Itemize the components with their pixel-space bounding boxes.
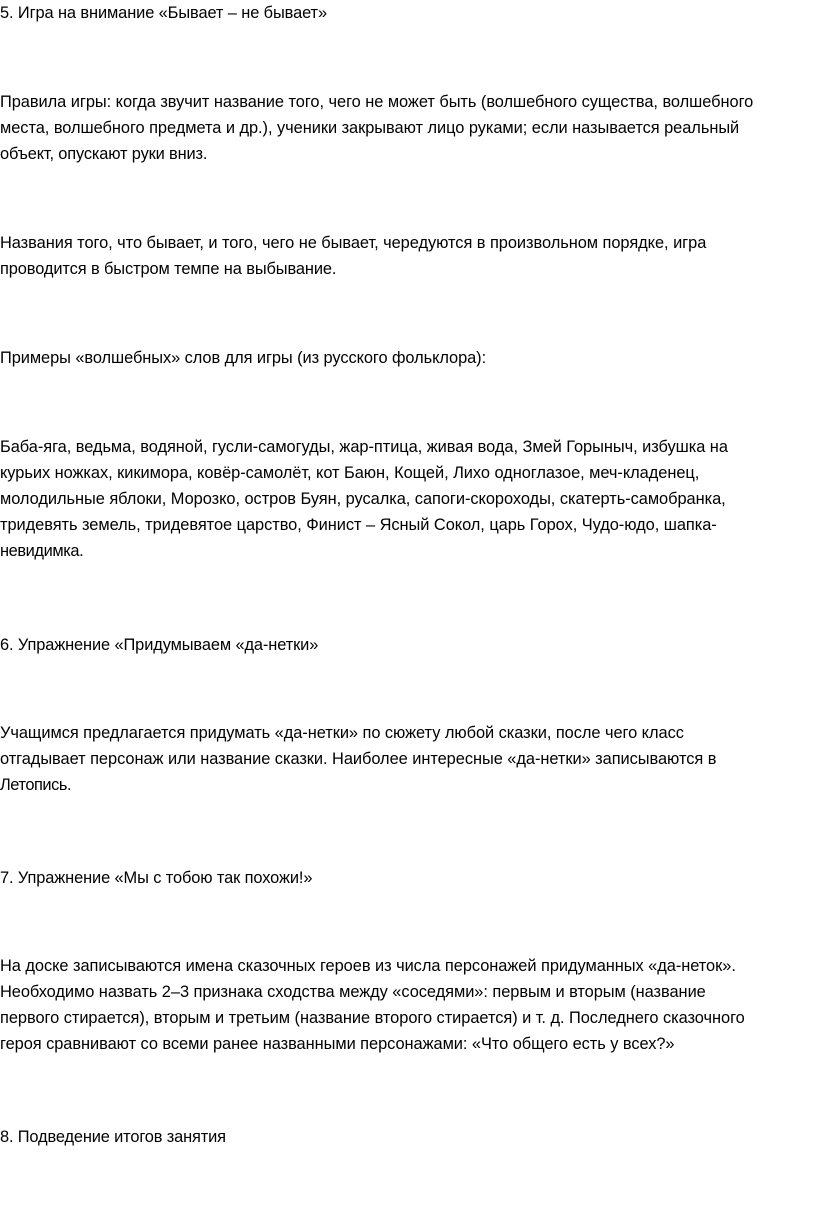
text-line: первого стирается), вторым и третьим (название второго стирается) и т. д. Последнего сказочного [0,1009,745,1027]
text-line: Примеры «волшебных» слов для игры (из русского фольклора): [0,349,487,367]
text-line: объект, опускают руки вниз. [0,145,208,163]
heading-exercise-7 [0,865,816,891]
text-line: курьих ножках, кикимора, ковёр-самолёт, кот Баюн, Кощей, Лихо одноглазое, меч-кладенец, [0,464,700,482]
text-line: героя сравнивают со всеми ранее названными персонажами: «Что общего есть у всех?» [0,1035,675,1053]
paragraph-examples-intro [0,345,816,371]
heading-game-5 [0,0,816,26]
text-line: 6. Упражнение «Придумываем «да-нетки» [0,636,319,654]
text-line: молодильные яблоки, Морозко, остров Буян, русалка, сапоги-скороходы, скатерть-самобранка, [0,490,726,508]
text-line: отгадывает персонаж или название сказки. Наиболее интересные «да-нетки» записываются в [0,750,717,768]
text-line: проводится в быстром темпе на выбывание. [0,260,337,278]
paragraph-alternation [0,230,816,282]
text-line: Необходимо назвать 2–3 признака сходства между «соседями»: первым и вторым (название [0,983,706,1001]
text-line: На доске записываются имена сказочных героев из числа персонажей придуманных «да-неток». [0,957,736,975]
paragraph-examples-list [0,434,816,564]
text-line: тридевять земель, тридевятое царство, Финист – Ясный Сокол, царь Горох, Чудо-юдо, шапка- [0,516,717,534]
text-line: Названия того, что бывает, и того, чего не бывает, чередуются в произвольном порядке, игра [0,234,707,252]
paragraph-da-netki [0,720,816,798]
text-line: Учащимся предлагается придумать «да-нетки» по сюжету любой сказки, после чего класс [0,724,684,742]
text-line: 5. Игра на внимание «Бывает – не бывает» [0,4,327,22]
paragraph-similarities [0,953,816,1057]
text-line: невидимка. [0,542,84,560]
text-line: 7. Упражнение «Мы с тобою так похожи!» [0,869,313,887]
paragraph-game-rules [0,89,816,167]
heading-exercise-6 [0,632,816,658]
text-line: 8. Подведение итогов занятия [0,1128,226,1146]
text-line: Правила игры: когда звучит название того, чего не может быть (волшебного существа, волшебного [0,93,754,111]
text-line: Баба-яга, ведьма, водяной, гусли-самогуды, жар-птица, живая вода, Змей Горыныч, избушка на [0,438,728,456]
text-line: Летопись. [0,776,72,794]
text-line: места, волшебного предмета и др.), ученики закрывают лицо руками; если называется реальный [0,119,740,137]
heading-summary-8 [0,1124,816,1150]
